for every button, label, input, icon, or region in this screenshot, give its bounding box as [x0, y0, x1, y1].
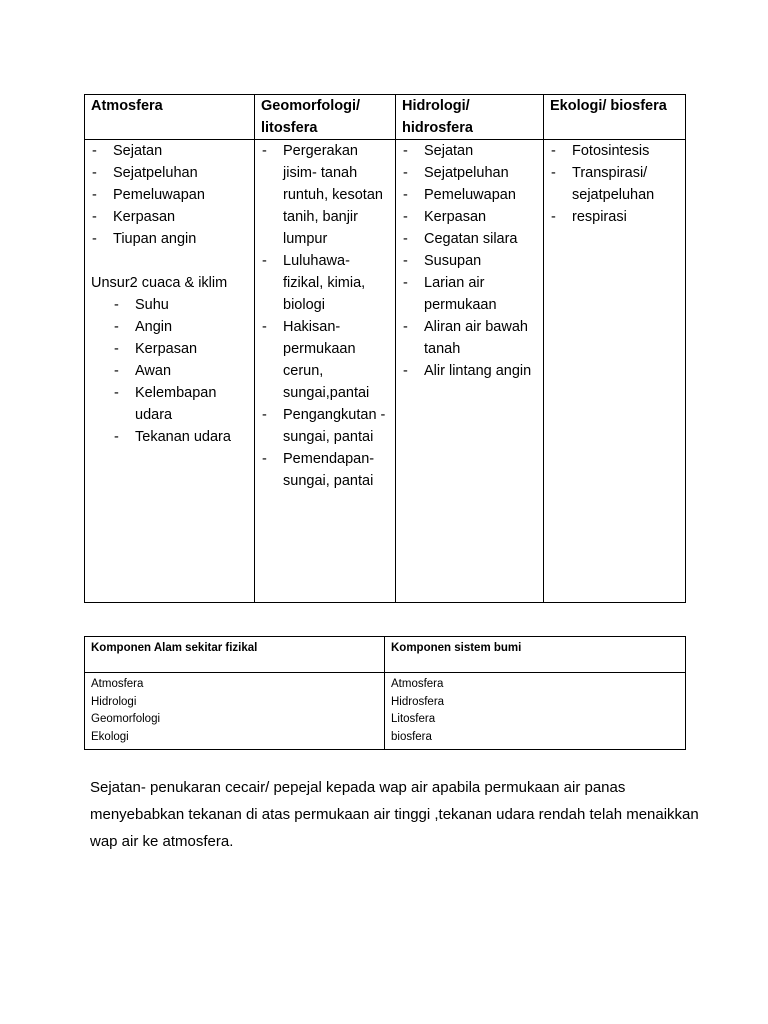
list-item: - Pemendapan- sungai, pantai	[261, 448, 391, 492]
list-item: - Pemeluwapan	[91, 184, 250, 206]
header-atmosfera: Atmosfera	[85, 95, 255, 140]
list-item: - Sejatan	[91, 140, 250, 162]
list-item: Geomorfologi	[91, 713, 161, 725]
list-item: - Fotosintesis	[550, 140, 681, 162]
definition-paragraph: Sejatan- penukaran cecair/ pepejal kepada wap air apabila permukaan air panas menyebabkan tekanan di atas permukaan air tinggi ,tekanan udara rendah telah menaikkan wap air ke atmosfera.	[90, 779, 699, 850]
list-item: biosfera	[391, 730, 432, 743]
cell-earth-system-components	[385, 673, 686, 750]
list-item: Hidrosfera	[391, 695, 445, 708]
list-item: - Pengangkutan - sungai, pantai	[261, 404, 391, 448]
geomorfologi-list	[261, 140, 391, 492]
ekologi-list	[550, 140, 681, 228]
list-item: - Angin	[113, 316, 250, 338]
header-ekologi: Ekologi/ biosfera	[544, 95, 686, 140]
list-item: - Pergerakan jisim- tanah runtuh, kesotan tanih, banjir lumpur	[261, 140, 391, 250]
list-item: - Kelembapan udara	[113, 382, 250, 426]
list-item: - Susupan	[402, 250, 539, 272]
list-item: - Transpirasi/ sejatpeluhan	[550, 162, 681, 206]
list-item: Litosfera	[391, 713, 436, 725]
table-header-row	[85, 95, 686, 140]
list-item: - Sejatpeluhan	[402, 162, 539, 184]
table-header-row	[85, 637, 686, 673]
list-item: - Cegatan silara	[402, 228, 539, 250]
list-item: - Kerpasan	[91, 206, 250, 228]
list-item: - Hakisan- permukaan cerun, sungai,pantai	[261, 316, 391, 404]
cell-hidrologi	[396, 140, 544, 603]
list-item: - Aliran air bawah tanah	[402, 316, 539, 360]
list-item: - Kerpasan	[402, 206, 539, 228]
hidrologi-list	[402, 140, 539, 382]
list-item: - Awan	[113, 360, 250, 382]
earth-components-table	[84, 94, 686, 603]
table-row	[85, 140, 686, 603]
list-item: - Suhu	[113, 294, 250, 316]
cell-physical-components	[85, 673, 385, 750]
atmosfera-list	[91, 140, 250, 250]
header-physical-environment: Komponen Alam sekitar fizikal	[85, 637, 385, 673]
list-item: - Larian air permukaan	[402, 272, 539, 316]
cell-atmosfera	[85, 140, 255, 603]
list-item: - Tekanan udara	[113, 426, 250, 448]
cell-geomorfologi	[255, 140, 396, 603]
list-item: - Sejatpeluhan	[91, 162, 250, 184]
list-item: Atmosfera	[91, 678, 144, 690]
header-geomorfologi: Geomorfologi/ litosfera	[255, 95, 396, 140]
list-item: - Luluhawa- fizikal, kimia, biologi	[261, 250, 391, 316]
components-comparison-table	[84, 636, 686, 750]
list-item: - respirasi	[550, 206, 681, 228]
header-earth-system: Komponen sistem bumi	[385, 637, 686, 673]
list-item: - Tiupan angin	[91, 228, 250, 250]
weather-elements-heading: Unsur2 cuaca & iklim	[91, 275, 228, 291]
list-item: - Pemeluwapan	[402, 184, 539, 206]
physical-components-list	[91, 676, 378, 746]
cell-ekologi	[544, 140, 686, 603]
list-item: - Kerpasan	[113, 338, 250, 360]
weather-elements-section	[91, 272, 250, 448]
header-hidrologi: Hidrologi/ hidrosfera	[396, 95, 544, 140]
list-item: Hidrologi	[91, 695, 137, 708]
earth-system-components-list	[391, 676, 679, 746]
list-item: - Sejatan	[402, 140, 539, 162]
list-item: - Alir lintang angin	[402, 360, 539, 382]
list-item: Atmosfera	[391, 678, 444, 690]
weather-elements-list	[113, 294, 250, 448]
table-row	[85, 673, 686, 750]
list-item: Ekologi	[91, 730, 129, 743]
